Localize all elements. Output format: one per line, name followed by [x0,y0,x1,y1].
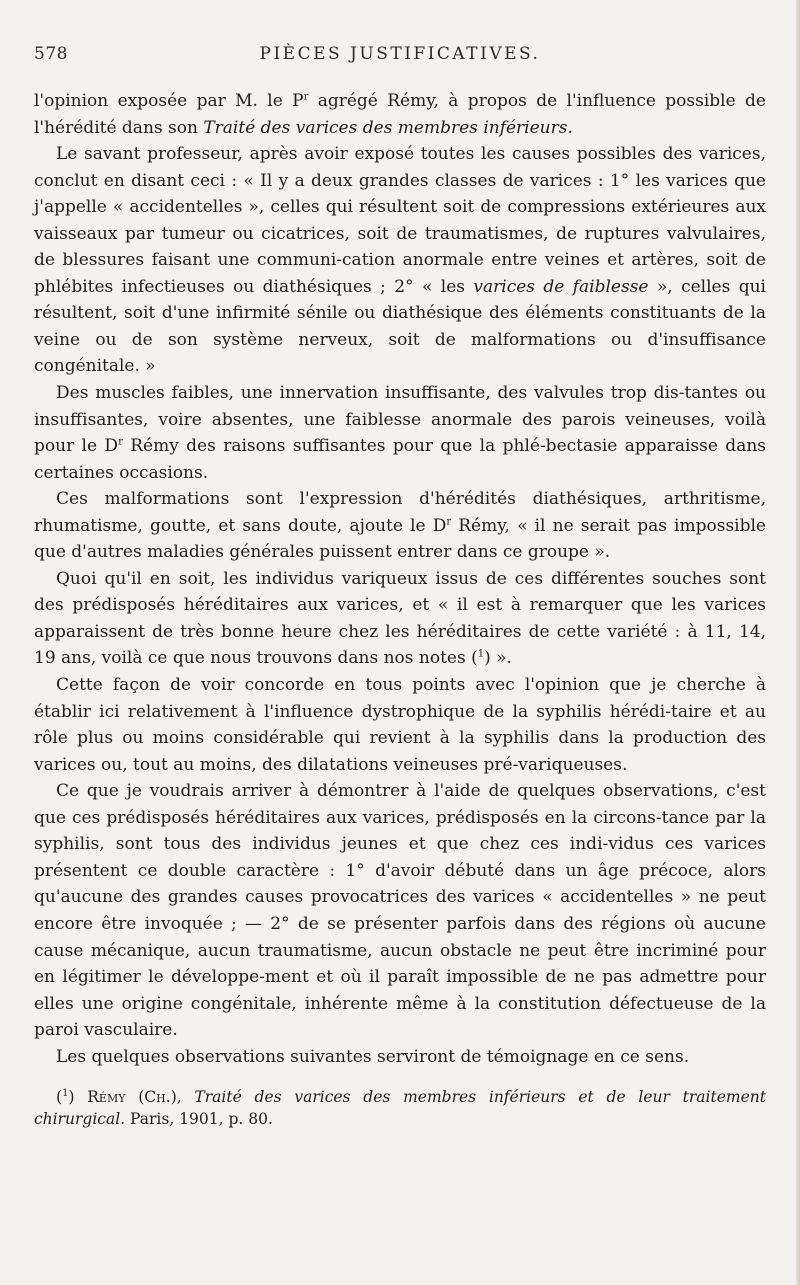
italic-text: varices de faiblesse [473,276,649,297]
text-run: Rémy, « il ne serait pas impossible que d'autres maladies générales puissent entrer dans ce groupe ». [34,515,766,563]
text-run: Rémy [87,1088,126,1107]
paragraph [34,1044,766,1071]
text-run: », celles qui résultent, soit d'une infirmité sénile ou diathésique des éléments constituants de la veine ou de son système nerveux, soit de malformations ou d'insuffisance congénitale. » [34,276,766,377]
paragraph [34,486,766,566]
page-header [34,44,766,88]
paragraph [34,88,766,141]
text-run: Ce que je voudrais arriver à démontrer à l'aide de quelques observations, c'est que ces prédisposés héréditaires aux varices, prédisposés en la circons-tance par la syphilis, sont tous des individus jeunes et que chez ces indi-vidus ces varices présentent ce double caractère : 1° d'avoir débuté dans un âge précoce, alors qu'aucune des grandes causes provocatrices des varices « accidentelles » ne peut encore être invoquée ; — 2° de se présenter parfois dans des régions où aucune cause mécanique, aucun traumatisme, aucun obstacle ne peut être incriminé pour en légitimer le développe-ment et où il paraît impossible de ne pas admettre pour elles une origine congénitale, inhérente même à la constitution défectueuse de la paroi vasculaire. [34,781,766,1041]
text-run: Les quelques observations suivantes serviront de témoignage en ce sens. [56,1046,690,1067]
footnote [34,1086,766,1130]
text-run: Cette façon de voir concorde en tous points avec l'opinion que je cherche à établir ici relativement à l'influence dystrophique de la syphilis hérédi-taire et au rôle plus ou moins considérable qui revient à la syphilis dans la production des varices ou, tout au moins, des dilatations veineuses pré-variqueuses. [34,675,766,775]
superscript: 1 [62,1088,69,1100]
text-run: Des muscles faibles, une innervation insuffisante, des valvules trop dis-tantes ou insuffisantes, voire absentes, une faiblesse anormale des parois veineuses, voilà pour le D [34,383,766,457]
running-title: PIÈCES JUSTIFICATIVES. [259,44,541,64]
text-run: l'opinion exposée par M. le P [34,91,304,111]
body-text [34,88,766,1070]
superscript: 1 [477,648,485,660]
text-run: ), [170,1088,195,1107]
italic-text: Traité des varices des membres inférieurs. [203,117,573,138]
text-run: Paris, 1901, p. 80. [125,1110,273,1129]
paragraph [34,141,766,380]
text-run: agrégé Rémy, à propos de l'influence possible de l'hérédité dans son [34,91,766,138]
paragraph [34,380,766,486]
superscript: r [118,436,123,448]
page-edge-shadow [796,0,800,1285]
text-run: ( [56,1088,63,1107]
superscript: r [303,91,309,103]
text-run: ) ». [484,648,512,669]
paragraph [34,566,766,672]
text-run: Ch. [144,1088,171,1107]
text-run: Quoi qu'il en soit, les individus variqueux issus de ces différentes souches sont des prédisposés héréditaires aux varices, et « il est à remarquer que les varices apparaissent de très bonne heure chez les héréditaires de cette variété : à 11, 14, 19 ans, voilà ce que nous trouvons dans nos notes ( [34,568,766,669]
superscript: r [446,516,452,528]
italic-text: Traité des varices des membres inférieurs et de leur traitement chirurgical. [34,1088,766,1129]
text-run: Le savant professeur, après avoir exposé toutes les causes possibles des varices, conclut en disant ceci : « Il y a deux grandes classes de varices : 1° les varices que j'appelle « accidentelles », celles qui résultent soit de compressions extérieures aux vaisseaux par tumeur ou cicatrices, soit de traumatismes, de ruptures valvulaires, de blessures faisant une communi-cation anormale entre veines et artères, soit de phlébites infectieuses ou diathésiques ; 2° « les [34,144,766,297]
paragraph [34,778,766,1043]
text-run: Rémy des raisons suffisantes pour que la phlé-bectasie apparaisse dans certaines occasions. [34,436,766,483]
text-run: ( [125,1088,145,1107]
paragraph [34,672,766,778]
text-run: ) [68,1088,88,1107]
text-run: Ces malformations sont l'expression d'hérédités diathésiques, arthritisme, rhumatisme, goutte, et sans doute, ajoute le D [34,489,766,536]
book-page [34,44,766,1130]
page-number: 578 [34,44,68,64]
